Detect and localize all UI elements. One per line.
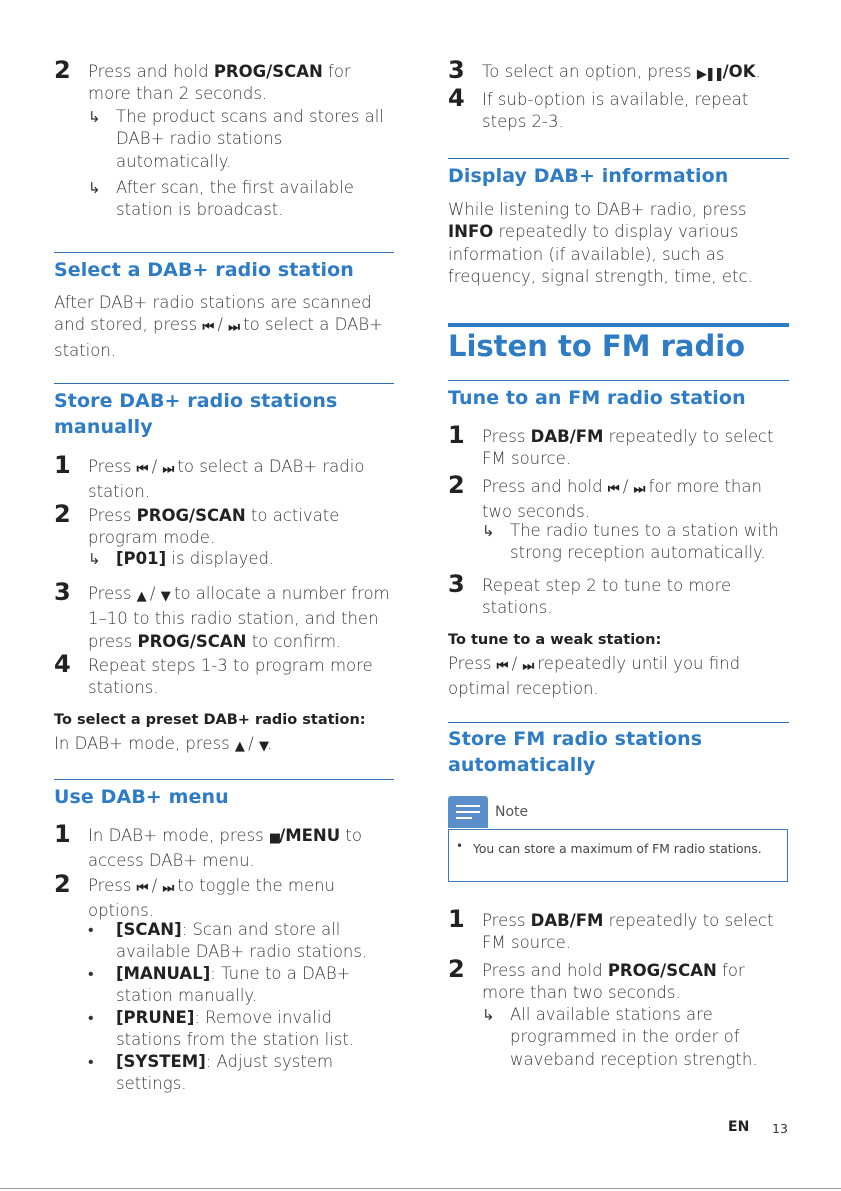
result-arrow-icon: ↳ [88,550,101,568]
result-item: ↳ [P01] is displayed. [88,548,393,570]
section-divider [54,252,394,253]
key-label: PROG/SCAN [137,631,247,651]
key-label: /MENU [279,826,341,845]
step-number: 3 [54,578,71,606]
menu-option: • [PRUNE]: Remove invalid stations from the station list. [88,1008,355,1050]
step-number: 3 [448,56,465,84]
preset-text: In DAB+ mode, press ▲ / ▼. [54,733,394,758]
bullet-icon: • [88,920,94,939]
step-number: 3 [448,570,465,598]
section-divider [448,158,789,159]
previous-icon: ⏮ [496,659,507,674]
bullet-icon: • [456,839,464,853]
result-arrow-icon: ↳ [482,1006,495,1024]
key-label: /OK [722,62,756,81]
section-divider [448,722,789,723]
section-title: Tune to an FM radio station [448,387,746,409]
weak-station-text: Press ⏮ / ⏭ repeatedly until you find optimal reception. [448,654,741,699]
step-number: 1 [448,905,465,933]
key-label: PROG/SCAN [213,62,323,81]
section-divider [54,383,394,384]
step-number: 2 [448,955,465,983]
note-label: Note [495,804,529,820]
down-icon: ▼ [160,589,169,604]
section-text: After DAB+ radio stations are scanned and stored, press ⏮ / ⏭ to select a DAB+ station. [54,293,383,360]
bullet-icon: • [88,1008,94,1027]
bullet-icon: • [88,1052,94,1071]
next-icon: ⏭ [162,881,173,896]
key-label: PROG/SCAN [607,961,717,980]
scan-step [54,56,394,106]
option-step-3: 3 To select an option, press ▶❚❚/OK. [448,61,789,86]
step-number: 1 [54,820,71,848]
step-number: 4 [54,650,71,678]
next-icon: ⏭ [633,482,644,497]
next-icon: ⏭ [162,462,173,477]
key-label: INFO [448,222,494,242]
previous-icon: ⏮ [136,462,147,477]
previous-icon: ⏮ [136,881,147,896]
note-icon [448,796,488,828]
result-arrow-icon: ↳ [88,179,101,197]
menu-step-2: 2 Press ⏮ / ⏭ to toggle the menu options. [54,870,336,921]
tune-step-1: 1 Press DAB/FM repeatedly to select FM source. [448,421,774,469]
previous-icon: ⏮ [607,482,618,497]
step-text: Press and hold PROG/SCAN for more than 2 seconds. [88,62,351,104]
menu-option: • [SYSTEM]: Adjust system settings. [88,1052,334,1094]
step-number: 2 [54,500,71,528]
page-bottom-rule [0,1188,841,1189]
menu-step-1: 1 In DAB+ mode, press ■/MENU to access DAB+ menu. [54,820,362,871]
bullet-icon: • [88,964,94,983]
step-number: 1 [54,451,71,479]
weak-station-subhead: To tune to a weak station: [448,632,662,648]
section-text: While listening to DAB+ radio, press INFO repeatedly to display various information (if available), such as frequency, signal strength, time, etc. [448,200,753,286]
manual-step-1: 1 Press ⏮ / ⏭ to select a DAB+ radio station. [54,451,365,502]
page-number: 13 [772,1121,788,1136]
result-item: ↳ After scan, the first available station is broadcast. [88,178,354,220]
auto-step-1: 1 Press DAB/FM repeatedly to select FM source. [448,905,774,953]
key-label: DAB/FM [530,911,604,930]
manual-step-2: 2 Press PROG/SCAN to activate program mode. [54,500,340,548]
step-number: 2 [448,471,465,499]
chapter-divider [448,323,789,327]
section-title-line1: Store DAB+ radio stations [54,390,338,412]
chapter-title: Listen to FM radio [448,329,746,363]
section-title: Display DAB+ information [448,165,729,187]
next-icon: ⏭ [228,320,238,336]
section-divider [54,779,394,780]
key-label: PROG/SCAN [136,506,246,525]
section-title-line2: manually [54,416,153,438]
section-title-line2: automatically [448,754,596,776]
auto-step-2: 2 Press and hold PROG/SCAN for more than two seconds. [448,955,745,1003]
note-text: You can store a maximum of FM radio stations. [473,842,762,856]
result-item: ↳ The product scans and stores all DAB+ radio stations automatically. [88,107,384,171]
next-icon: ⏭ [522,659,533,674]
manual-step-4: 4 Repeat steps 1-3 to program more stations. [54,650,373,698]
result-arrow-icon: ↳ [88,108,101,126]
up-icon: ▲ [136,589,145,604]
section-title: Use DAB+ menu [54,786,229,808]
result-item: ↳ All available stations are programmed in the order of waveband reception strength. [482,1005,758,1069]
previous-icon: ⏮ [202,320,213,336]
preset-subhead: To select a preset DAB+ radio station: [54,712,366,728]
up-icon: ▲ [234,739,243,754]
tune-step-2: 2 Press and hold ⏮ / ⏭ for more than two seconds. [448,471,762,522]
section-title: Select a DAB+ radio station [54,259,354,281]
step-number: 2 [54,870,71,898]
step-number: 2 [54,56,71,84]
menu-option: • [SCAN]: Scan and store all available DAB+ radio stations. [88,920,368,962]
option-step-4: 4 If sub-option is available, repeat steps 2-3. [448,84,749,132]
manual-step-3: 3 Press ▲ / ▼ to allocate a number from 1–10 to this radio station, and then press PROG/SCAN to confirm. [54,578,390,651]
result-arrow-icon: ↳ [482,522,495,540]
section-divider [448,380,789,381]
play-pause-icon: ▶❚❚ [696,67,723,82]
step-number: 1 [448,421,465,449]
section-title-line1: Store FM radio stations [448,728,703,750]
step-number: 4 [448,84,465,112]
footer-language: EN [728,1119,750,1135]
stop-icon: ■ [268,831,280,846]
result-item: ↳ The radio tunes to a station with strong reception automatically. [482,521,779,563]
menu-option: • [MANUAL]: Tune to a DAB+ station manually. [88,964,351,1006]
down-icon: ▼ [258,739,267,754]
tune-step-3: 3 Repeat step 2 to tune to more stations. [448,570,732,618]
key-label: DAB/FM [530,427,604,446]
